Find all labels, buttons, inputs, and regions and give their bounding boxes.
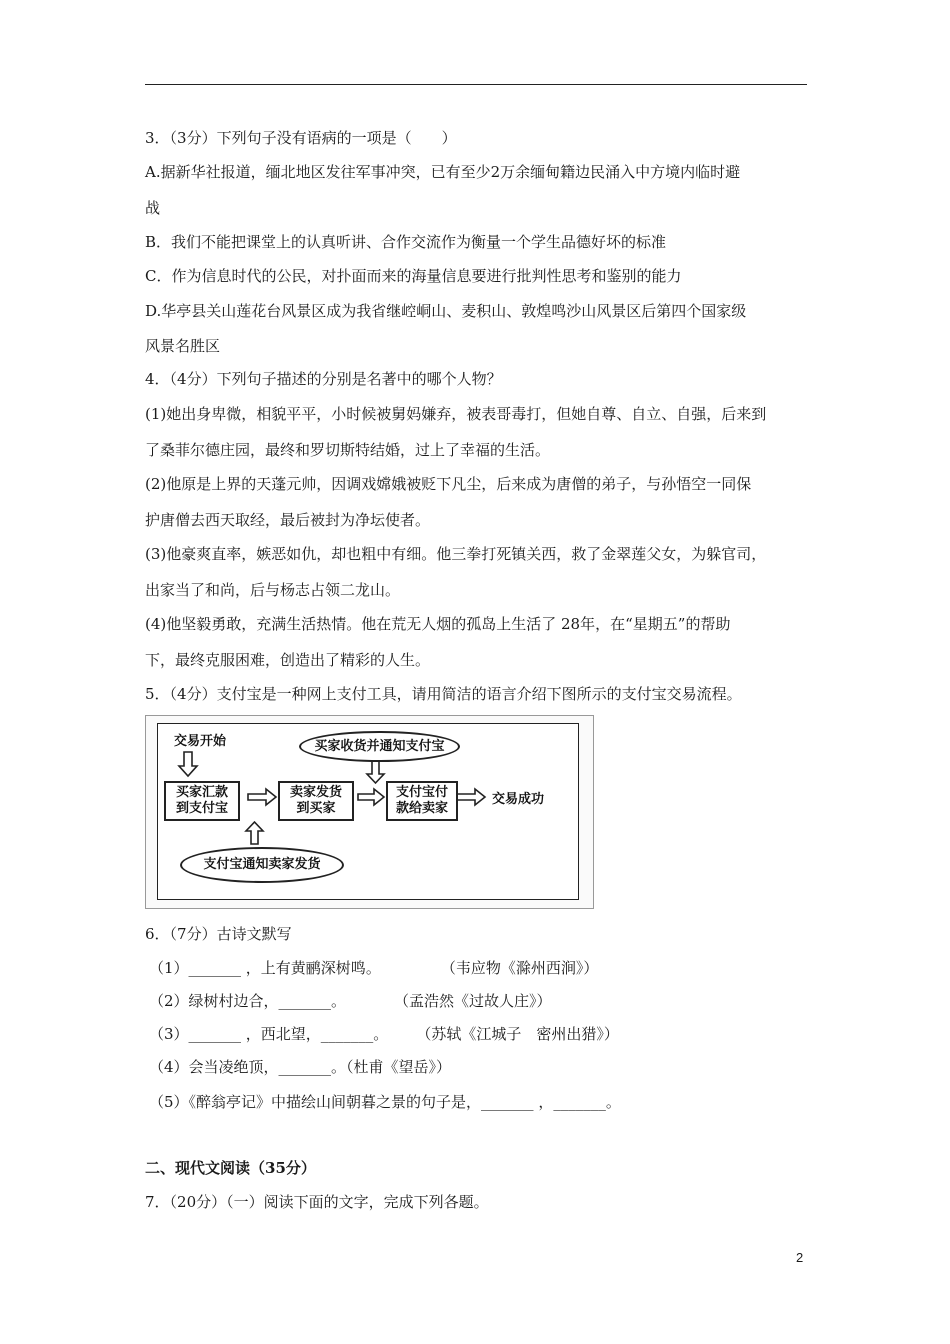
flow-box-buyer-pay <box>164 781 240 821</box>
section-2-title: 二、现代文阅读（35分） <box>145 1159 316 1177</box>
q6-item-3 <box>149 1024 619 1044</box>
flow-box3-line2: 款给卖家 <box>395 801 448 816</box>
flow-box-seller-ship <box>278 781 354 821</box>
arrow-box2-box3 <box>358 789 384 805</box>
q3-option-a-cont: 战 <box>145 199 161 217</box>
q6-item-4: （4）会当凌绝顶，_______。（杜甫《望岳》） <box>149 1058 452 1076</box>
page-number: 2 <box>796 1250 804 1265</box>
q4-item-3-cont: 出家当了和尚，后与杨志占领二龙山。 <box>145 581 401 599</box>
header-rule <box>145 84 807 85</box>
q6-item-2-text: （2）绿树村边合，_______。 <box>149 992 347 1010</box>
q5-stem: 5．（4分）支付宝是一种网上支付工具，请用简洁的语言介绍下图所示的支付宝交易流程。 <box>145 685 742 703</box>
q4-item-1: (1)她出身卑微，相貌平平，小时候被舅妈嫌弃，被表哥毒打，但她自尊、自立、自强，后来到 <box>145 405 767 423</box>
q6-item-5: （5）《醉翁亭记》中描绘山间朝暮之景的句子是，_______ ，_______。 <box>149 1093 621 1111</box>
flow-oval-buyer-confirm: 买家收货并通知支付宝 <box>299 731 460 762</box>
q6-item-3-source: （苏轼《江城子 密州出猎》） <box>416 1025 619 1043</box>
arrow-oval-bottom-up <box>246 822 263 844</box>
q6-item-2 <box>149 991 552 1011</box>
flow-box1-line1: 买家汇款 <box>175 785 228 800</box>
q4-item-4-cont: 下，最终克服困难，创造出了精彩的人生。 <box>145 651 431 669</box>
arrow-start-down <box>179 752 197 776</box>
flow-box3-line1: 支付宝付 <box>395 785 448 800</box>
q4-item-2-cont: 护唐僧去西天取经，最后被封为净坛使者。 <box>145 511 431 529</box>
q6-item-1-text: （1）_______ ，上有黄鹂深树鸣。 <box>149 959 381 977</box>
arrow-oval-top-down <box>367 760 384 783</box>
arrow-box3-end <box>457 789 485 805</box>
alipay-flowchart <box>145 715 594 909</box>
flow-start-label: 交易开始 <box>174 734 227 749</box>
q7-stem: 7．（20分）（一）阅读下面的文字，完成下列各题。 <box>145 1193 489 1211</box>
q4-item-2: (2)他原是上界的天蓬元帅，因调戏嫦娥被贬下凡尘，后来成为唐僧的弟子，与孙悟空一同保 <box>145 475 752 493</box>
q4-stem: 4．（4分）下列句子描述的分别是名著中的哪个人物？ <box>145 370 502 388</box>
flow-end-label: 交易成功 <box>492 792 545 807</box>
q3-option-d-cont: 风景名胜区 <box>145 337 221 355</box>
q3-option-b: B．我们不能把课堂上的认真听讲、合作交流作为衡量一个学生品德好坏的标准 <box>145 233 667 251</box>
q4-item-1-cont: 了桑菲尔德庄园，最终和罗切斯特结婚，过上了幸福的生活。 <box>145 441 551 459</box>
flowchart-frame <box>157 723 579 900</box>
q3-stem: 3．（3分）下列句子没有语病的一项是（ ） <box>145 129 457 147</box>
q4-item-3: (3)他豪爽直率，嫉恶如仇，却也粗中有细。他三拳打死镇关西，救了金翠莲父女，为躲官司， <box>145 545 767 563</box>
q4-item-4: (4)他坚毅勇敢，充满生活热情。他在荒无人烟的孤岛上生活了 28年，在“星期五”的帮助 <box>145 615 731 633</box>
arrow-box1-box2 <box>248 789 276 805</box>
flow-box-alipay-pay-seller <box>386 781 458 821</box>
flow-oval-alipay-notify: 支付宝通知卖家发货 <box>180 847 344 883</box>
q6-item-2-source: （孟浩然《过故人庄》） <box>394 992 552 1010</box>
flow-box2-line2: 到买家 <box>296 801 336 816</box>
q3-option-d: D.华亭县关山莲花台风景区成为我省继崆峒山、麦积山、敦煌鸣沙山风景区后第四个国家级 <box>145 302 747 320</box>
q6-stem: 6．（7分）古诗文默写 <box>145 925 292 943</box>
flow-box2-line1: 卖家发货 <box>289 785 342 800</box>
q6-item-1-source: （韦应物《滁州西涧》） <box>440 959 599 977</box>
q3-option-a: A.据新华社报道，缅北地区发往军事冲突，已有至少2万余缅甸籍边民涌入中方境内临时避 <box>145 163 741 181</box>
q3-option-c: C．作为信息时代的公民，对扑面而来的海量信息要进行批判性思考和鉴别的能力 <box>145 267 682 285</box>
q6-item-1 <box>149 958 598 978</box>
q6-item-3-text: （3）_______ ，西北望，_______。 <box>149 1025 389 1043</box>
flow-box1-line2: 到支付宝 <box>175 801 228 816</box>
